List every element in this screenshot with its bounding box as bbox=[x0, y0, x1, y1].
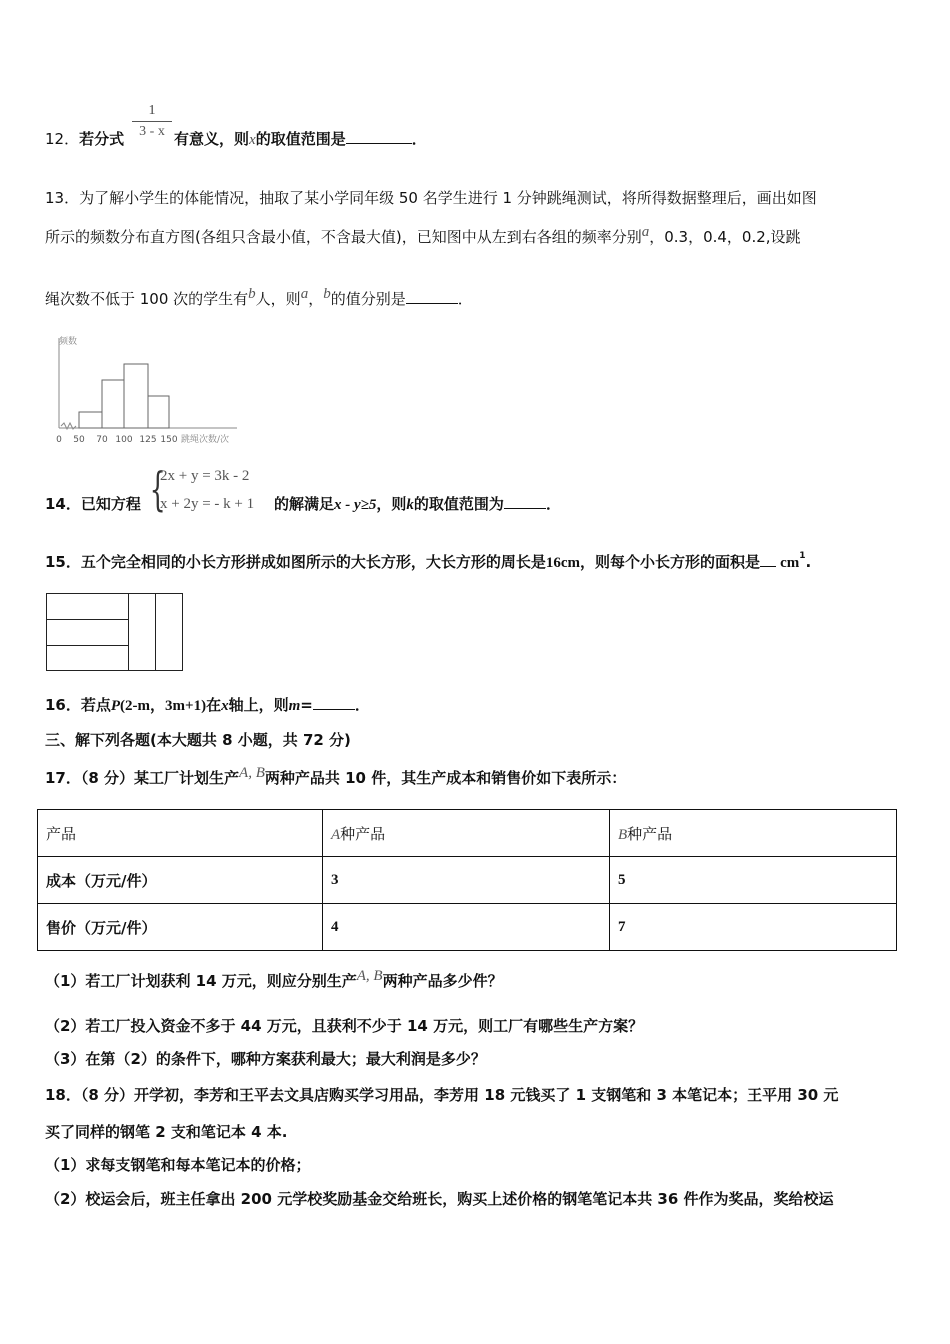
q17-sub2: （2）若工厂投入资金不多于 44 万元，且获利不少于 14 万元，则工厂有哪些生产方案？ bbox=[45, 1017, 644, 1035]
q14-line-rest bbox=[274, 493, 561, 514]
q14-var: k bbox=[406, 497, 414, 513]
histogram-chart bbox=[45, 332, 255, 450]
histogram-tick-label: 0 bbox=[56, 435, 62, 445]
q13-line2-a: 所示的频数分布直方图(各组只含最小值，不含最大值)，已知图中从左到右各组的频率分别 bbox=[45, 228, 642, 246]
q13-end: ． bbox=[457, 290, 473, 308]
q14-suffix: 的取值范围为 bbox=[413, 495, 504, 513]
histogram-tick-label: 100 bbox=[115, 435, 133, 445]
q13-line3-a: 绳次数不低于 100 次的学生有 bbox=[45, 290, 249, 308]
q16-var: m bbox=[288, 698, 301, 714]
q13-var-b: b bbox=[248, 286, 256, 302]
q18-line1: 18．（8 分）开学初，李芳和王平去文具店购买学习用品，李芳用 18 元钱买了 1 支钢笔和 3 本笔记本；王平用 30 元 bbox=[45, 1086, 839, 1104]
q12-line bbox=[45, 128, 124, 149]
q15-perimeter: 16cm bbox=[545, 555, 581, 571]
table-header-a-text: 种产品 bbox=[340, 824, 386, 843]
q17-sub1-products: A, B bbox=[356, 968, 383, 984]
q16-line bbox=[45, 694, 370, 715]
q16-coords: (2-m，3m+1) bbox=[120, 698, 207, 714]
q15-small-rect-3 bbox=[46, 645, 129, 671]
q16-end: ． bbox=[354, 696, 370, 714]
q14-mid: 的解满足 bbox=[274, 495, 335, 513]
q14-mid2: ，则 bbox=[376, 495, 407, 513]
q12-prefix: 若分式 bbox=[79, 130, 125, 148]
table-header-a-var: A bbox=[331, 826, 341, 843]
q15-unit: cm bbox=[780, 555, 800, 571]
table-header-cell: 产品 bbox=[38, 810, 323, 857]
table-cell: 3 bbox=[323, 857, 610, 904]
q16-text-b: 在 bbox=[206, 696, 222, 714]
q16-point: P bbox=[110, 698, 121, 714]
q16-eq: = bbox=[300, 696, 313, 714]
q15-answer-blank[interactable] bbox=[760, 552, 776, 567]
q15-small-rect-1 bbox=[46, 593, 129, 620]
histogram-tick-label: 125 bbox=[139, 435, 157, 445]
q17-text-a: 17．（8 分）某工厂计划生产 bbox=[45, 769, 240, 787]
q15-small-rect-4 bbox=[128, 593, 156, 671]
table-header-cell-b bbox=[610, 810, 897, 857]
q15-unit-sup: 1 bbox=[799, 551, 806, 561]
table-cell: 成本（万元/件） bbox=[38, 857, 323, 904]
q17-text-b: 两种产品共 10 件，其生产成本和销售价如下表所示： bbox=[264, 769, 627, 787]
histogram-x-label: 跳绳次数/次 bbox=[181, 435, 230, 445]
histogram-tick-label: 50 bbox=[73, 435, 85, 445]
histogram-bar bbox=[102, 380, 124, 428]
section3-heading: 三、解下列各题(本大题共 8 小题，共 72 分) bbox=[45, 731, 351, 749]
histogram-bar bbox=[79, 412, 102, 428]
q17-table bbox=[37, 809, 897, 951]
table-cell: 7 bbox=[610, 904, 897, 951]
q18-sub1: （1）求每支钢笔和每本笔记本的价格； bbox=[45, 1156, 311, 1174]
q17-sub1 bbox=[45, 968, 503, 991]
q15-rectangles-figure bbox=[46, 593, 183, 671]
table-row bbox=[38, 810, 897, 857]
table-row bbox=[38, 904, 897, 951]
table-header-b-text: 种产品 bbox=[627, 824, 673, 843]
q18-line2: 买了同样的钢笔 2 支和笔记本 4 本. bbox=[45, 1123, 288, 1141]
q13-line3 bbox=[45, 286, 473, 309]
q13-var-a: a bbox=[641, 224, 650, 240]
q12-frac-bar bbox=[132, 121, 172, 122]
q12-var: x bbox=[249, 132, 256, 148]
table-cell: 5 bbox=[610, 857, 897, 904]
q15-text-a: 15．五个完全相同的小长方形拼成如图所示的大长方形，大长方形的周长是 bbox=[45, 553, 546, 571]
q16-text-a: 16．若点 bbox=[45, 696, 111, 714]
q14-end: ． bbox=[545, 495, 561, 513]
q15-small-rect-2 bbox=[46, 619, 129, 646]
q15-end: . bbox=[805, 553, 812, 571]
q17-line bbox=[45, 765, 626, 788]
q12-mid: 有意义，则 bbox=[174, 130, 250, 148]
q13-answer-blank[interactable] bbox=[406, 289, 458, 304]
q14-brace: { bbox=[149, 462, 166, 516]
table-row bbox=[38, 857, 897, 904]
q16-answer-blank[interactable] bbox=[313, 695, 355, 710]
q15-small-rect-5 bbox=[155, 593, 183, 671]
q12-answer-blank[interactable] bbox=[346, 129, 412, 144]
q12-number: 12． bbox=[45, 130, 80, 148]
q12-end: ． bbox=[411, 130, 427, 148]
q13-line3-b: 人，则 bbox=[255, 290, 301, 308]
q14-eq2: x + 2y = - k + 1 bbox=[160, 496, 255, 512]
q14-number: 14．已知方程 bbox=[45, 495, 141, 513]
histogram-tick-label: 150 bbox=[160, 435, 178, 445]
q17-products: A, B bbox=[239, 765, 265, 781]
q17-sub3: （3）在第（2）的条件下，哪种方案获利最大；最大利润是多少？ bbox=[45, 1050, 486, 1068]
table-cell: 4 bbox=[323, 904, 610, 951]
q16-axis: x bbox=[221, 698, 229, 714]
q14-eq1: 2x + y = 3k - 2 bbox=[160, 468, 250, 484]
histogram-y-label: 频数 bbox=[59, 337, 78, 347]
table-cell: 售价（万元/件） bbox=[38, 904, 323, 951]
q15-line bbox=[45, 551, 811, 572]
q18-sub2: （2）校运会后，班主任拿出 200 元学校奖励基金交给班长，购买上述价格的钢笔笔记本共 36 件作为奖品，奖给校运 bbox=[45, 1190, 834, 1208]
q16-text-c: 轴上，则 bbox=[228, 696, 289, 714]
q12-fraction bbox=[132, 103, 172, 140]
q14-answer-blank[interactable] bbox=[504, 494, 546, 509]
q13-line2 bbox=[45, 224, 801, 247]
table-header-cell-a bbox=[323, 810, 610, 857]
histogram-tick-label: 70 bbox=[96, 435, 108, 445]
histogram-bar bbox=[148, 396, 169, 428]
q15-text-b: ，则每个小长方形的面积是 bbox=[580, 553, 761, 571]
q12-frac-den: 3 - x bbox=[139, 124, 165, 139]
table-header-b-var: B bbox=[618, 826, 628, 843]
q12-suffix: 的取值范围是 bbox=[255, 130, 346, 148]
q13-comma: ， bbox=[308, 290, 324, 308]
q13-var-a2: a bbox=[300, 286, 309, 302]
q17-sub1-b: 两种产品多少件？ bbox=[382, 972, 503, 990]
q12-line-rest bbox=[174, 128, 427, 149]
q14-cond: x - y≥5 bbox=[334, 497, 377, 513]
q13-line2-b: ，0.3，0.4，0.2,设跳 bbox=[649, 228, 801, 246]
q13-var-b2: b bbox=[323, 286, 331, 302]
q13-line3-c: 的值分别是 bbox=[330, 290, 406, 308]
histogram-bar bbox=[124, 364, 148, 428]
q17-sub1-a: （1）若工厂计划获利 14 万元，则应分别生产 bbox=[45, 972, 357, 990]
q13-line1: 13．为了解小学生的体能情况，抽取了某小学同年级 50 名学生进行 1 分钟跳绳测试，将所得数据整理后，画出如图 bbox=[45, 189, 817, 207]
q12-frac-num: 1 bbox=[148, 103, 156, 118]
